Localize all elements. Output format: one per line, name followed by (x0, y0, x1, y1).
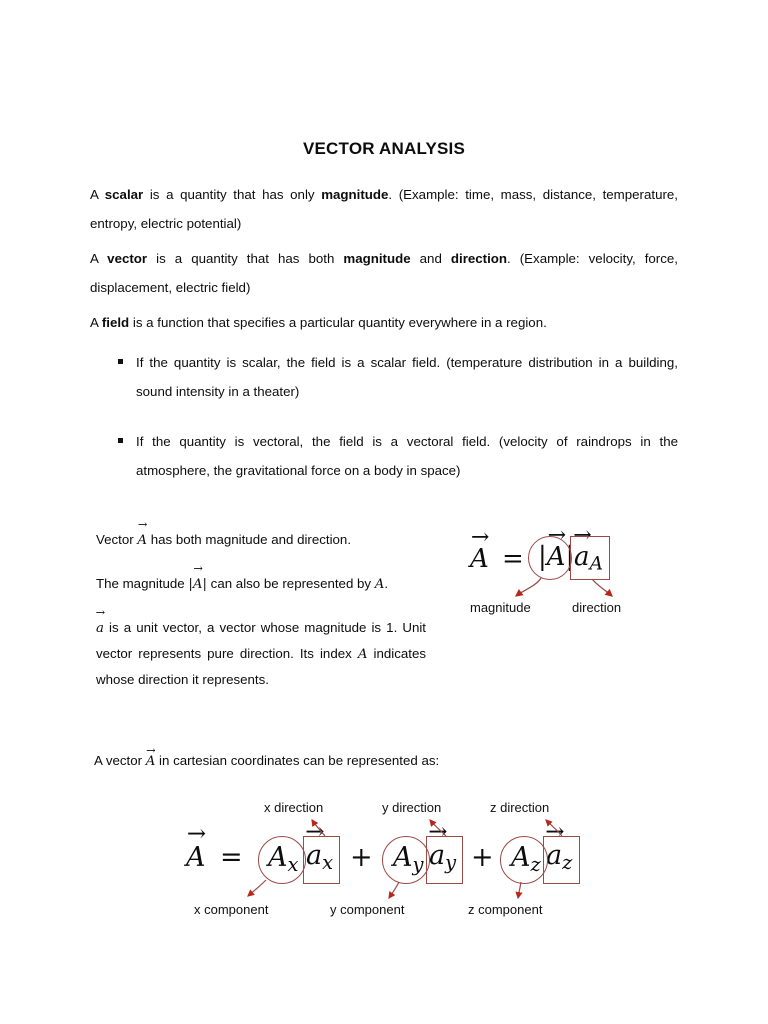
vector-arrow-icon: → (186, 821, 207, 848)
line2-mid: can also be represented by (206, 576, 375, 591)
vector-arrow-icon: → (547, 521, 567, 548)
formula2-equals: = (220, 842, 243, 873)
line2-prefix: The magnitude (96, 576, 189, 591)
vector-term: vector (107, 251, 148, 266)
z-component-label: z component (468, 902, 543, 917)
formula-magnitude-direction (462, 521, 692, 629)
vector-A-symbol: → A (145, 743, 156, 769)
formula-cartesian-components (186, 792, 586, 927)
list-item (90, 427, 678, 485)
plus-sign-1: + (350, 842, 373, 873)
bullet-list (90, 348, 678, 485)
scalar-term: scalar (104, 187, 144, 202)
bullet-text: If the quantity is scalar, the field is a scalar field. (temperature distribution in a building, sound intensity in a theater) (136, 355, 678, 399)
y-direction-arrow-icon (430, 820, 446, 836)
y-component-symbol: $A_y$ (393, 842, 424, 876)
z-direction-label: z direction (490, 800, 550, 815)
vector-mid2: and (410, 251, 451, 266)
vector-term2: magnitude (343, 251, 411, 266)
vector-arrow-icon: → (305, 819, 325, 846)
field-prefix: A (90, 315, 102, 330)
paragraph-field (90, 308, 678, 337)
scalar-prefix: A (90, 187, 105, 202)
magnitude-label: magnitude (470, 600, 531, 615)
list-item (90, 348, 678, 406)
formula1-direction-term: → $a_A$ (573, 521, 604, 575)
vector-arrow-icon: → (545, 819, 565, 846)
explanation-line-3 (95, 605, 426, 692)
scalar-term2: magnitude (321, 187, 389, 202)
square-bullet-icon (118, 438, 123, 443)
paragraph-scalar (90, 180, 678, 238)
unit-vector-a-symbol: → a (95, 605, 106, 636)
vector-arrow-icon: → (146, 743, 156, 757)
x-component-arrow-icon (248, 880, 266, 896)
vector-explanation-block (95, 517, 426, 692)
scalar-mid: is a quantity that has only (143, 187, 322, 202)
y-component-label: y component (330, 902, 405, 917)
line3-b: indicates whose direction it represents. (96, 646, 426, 687)
x-component-symbol: $A_x$ (268, 842, 299, 876)
cart-prefix: A vector (94, 753, 146, 768)
cartesian-intro-text (94, 743, 440, 769)
line1-suffix: has both magnitude and direction. (147, 532, 352, 547)
x-direction-label: x direction (264, 800, 324, 815)
bullet-text: If the quantity is vectoral, the field is a vectoral field. (velocity of raindrops in the atmosphere, the gravitational force on a body in space) (136, 434, 678, 478)
line2-suffix: . (384, 576, 389, 591)
x-direction-arrow-icon (312, 820, 325, 836)
formula1-magnitude-term: | → A| (538, 521, 575, 572)
y-direction-label: y direction (382, 800, 442, 815)
explanation-line-1 (96, 517, 426, 553)
cart-suffix: in cartesian coordinates can be represented as: (155, 753, 440, 768)
formula1-lhs: → A (470, 523, 490, 574)
index-A-symbol: A (357, 647, 368, 662)
z-component-symbol: $A_z$ (511, 842, 541, 876)
field-suffix: is a function that specifies a particular quantity everywhere in a region. (129, 315, 547, 330)
vector-term3: direction (450, 251, 508, 266)
vector-A-symbol: → A (137, 517, 148, 548)
z-component-arrow-icon (518, 882, 521, 898)
square-bullet-icon (118, 359, 123, 364)
line1-prefix: Vector (96, 532, 138, 547)
magnitude-arrow-icon (516, 578, 541, 596)
vector-arrow-icon: → (137, 517, 148, 531)
vector-arrow-icon: → (95, 605, 106, 619)
z-unit-vector-symbol: → $a_z$ (545, 819, 573, 874)
field-term: field (101, 315, 130, 330)
formula2-lhs: → A (186, 821, 207, 873)
scalar-suffix: . (Example: time, mass, distance, temperature, entropy, electric potential) (90, 187, 678, 231)
y-unit-vector-symbol: → $a_y$ (428, 819, 457, 874)
explanation-line-2 (96, 561, 426, 597)
y-component-arrow-icon (389, 882, 399, 898)
formula1-equals: = (502, 544, 524, 574)
x-component-label: x component (194, 902, 269, 917)
vector-arrow-icon: → (470, 523, 490, 550)
direction-arrow-icon (592, 579, 612, 596)
z-direction-arrow-icon (546, 820, 562, 836)
plus-sign-2: + (471, 842, 494, 873)
vector-mid: is a quantity that has both (147, 251, 344, 266)
magnitude-symbol: | → A| (188, 561, 207, 592)
vector-arrow-icon: → (193, 561, 203, 575)
x-unit-vector-symbol: → $a_x$ (305, 819, 334, 874)
page-title: VECTOR ANALYSIS (302, 139, 466, 158)
vector-arrow-icon: → (573, 521, 592, 548)
vector-prefix: A (90, 251, 108, 266)
scalar-A-symbol: A (374, 577, 385, 592)
line3-a: is a unit vector, a vector whose magnitude is 1. Unit vector represents pure direction. Its index (96, 620, 426, 661)
paragraph-vector (90, 244, 678, 302)
vector-arrow-icon: → (428, 819, 448, 846)
vector-suffix: . (Example: velocity, force, displacement, electric field) (90, 251, 678, 295)
direction-label: direction (572, 600, 622, 615)
